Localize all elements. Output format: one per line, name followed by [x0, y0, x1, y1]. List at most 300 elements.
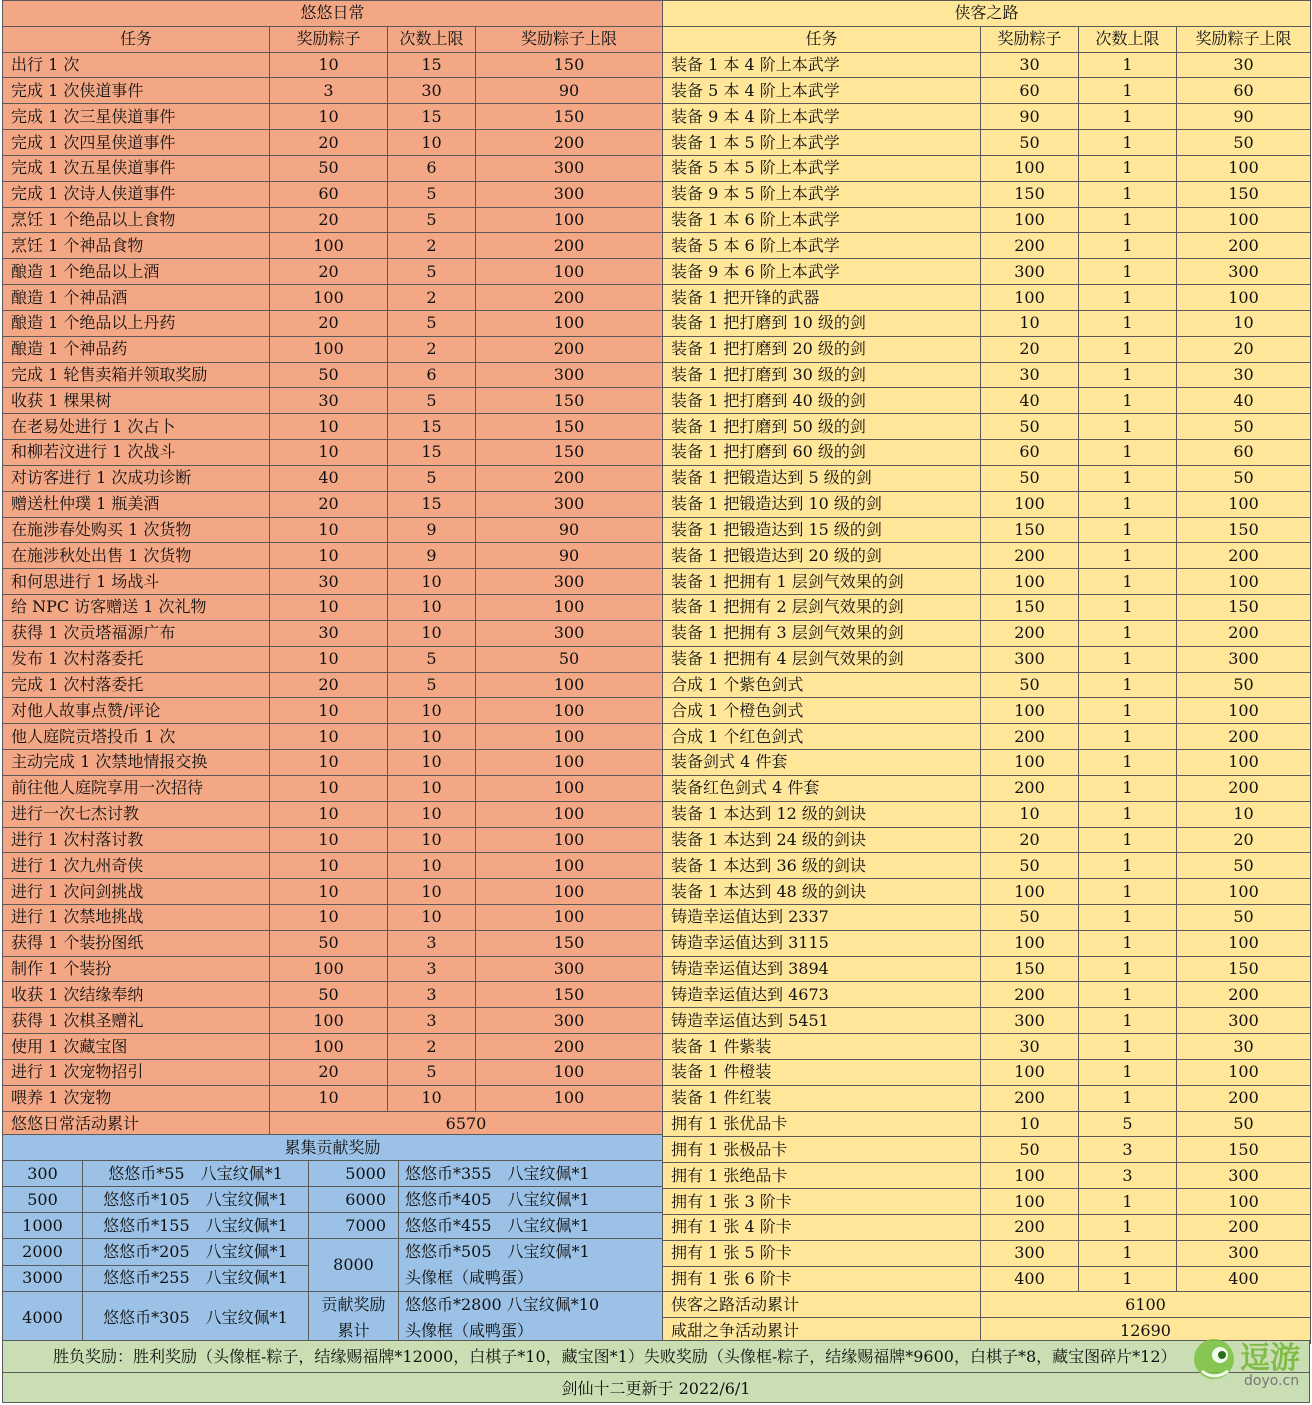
reward-total-label	[309, 1292, 399, 1345]
reward-row	[3, 1292, 663, 1345]
task-name: 制作 1 个装扮	[3, 956, 270, 982]
task-reward-cap: 50	[1177, 853, 1311, 879]
task-name: 给 NPC 访客赠送 1 次礼物	[3, 595, 270, 621]
table-row	[3, 1059, 663, 1085]
table-row	[663, 1163, 1311, 1189]
task-limit: 15	[388, 52, 476, 78]
table-row	[3, 1085, 663, 1111]
task-reward: 10	[981, 310, 1079, 336]
table-row	[3, 336, 663, 362]
table-row	[3, 801, 663, 827]
table-row	[663, 1059, 1311, 1085]
task-reward: 10	[270, 104, 388, 130]
daily-task-table	[2, 0, 663, 1137]
task-reward-cap: 150	[1177, 595, 1311, 621]
task-reward: 100	[981, 569, 1079, 595]
task-reward-cap: 100	[476, 750, 663, 776]
reward-items: 悠悠币*155 八宝纹佩*1	[83, 1213, 309, 1239]
task-name: 铸造幸运值达到 3894	[663, 956, 981, 982]
task-reward-cap: 90	[476, 78, 663, 104]
header-reward: 奖励粽子	[981, 26, 1079, 52]
task-name: 拥有 1 张 3 阶卡	[663, 1189, 981, 1215]
task-limit: 10	[388, 827, 476, 853]
task-reward: 20	[270, 1059, 388, 1085]
reward-items: 悠悠币*405 八宝纹佩*1	[399, 1187, 663, 1213]
task-name: 合成 1 个红色剑式	[663, 724, 981, 750]
task-name: 铸造幸运值达到 3115	[663, 930, 981, 956]
task-limit: 1	[1079, 1085, 1177, 1111]
task-reward: 10	[270, 827, 388, 853]
header-limit: 次数上限	[1079, 26, 1177, 52]
task-reward-cap: 150	[1177, 956, 1311, 982]
outcome-reward-bar	[2, 1340, 1310, 1373]
table-row	[3, 698, 663, 724]
table-row	[3, 181, 663, 207]
table-row	[663, 982, 1311, 1008]
table-row	[3, 827, 663, 853]
task-reward: 40	[270, 465, 388, 491]
task-reward: 10	[270, 801, 388, 827]
table-row	[663, 310, 1311, 336]
task-name: 装备 1 把打磨到 20 级的剑	[663, 336, 981, 362]
task-limit: 1	[1079, 1008, 1177, 1034]
task-reward: 20	[270, 672, 388, 698]
task-reward: 10	[270, 853, 388, 879]
task-reward: 10	[270, 414, 388, 440]
table-row	[3, 569, 663, 595]
task-name: 完成 1 次三星侠道事件	[3, 104, 270, 130]
table-row	[663, 78, 1311, 104]
reward-threshold: 8000	[309, 1239, 399, 1292]
task-name: 出行 1 次	[3, 52, 270, 78]
task-name: 在施涉春处购买 1 次货物	[3, 517, 270, 543]
footer-bar	[2, 1372, 1310, 1403]
task-name: 装备 1 把拥有 2 层剑气效果的剑	[663, 595, 981, 621]
task-reward-cap: 30	[1177, 362, 1311, 388]
table-row	[3, 724, 663, 750]
table-row	[3, 879, 663, 905]
task-limit: 1	[1079, 388, 1177, 414]
task-reward: 100	[981, 879, 1079, 905]
task-reward-cap: 200	[1177, 724, 1311, 750]
task-name: 对访客进行 1 次成功诊断	[3, 465, 270, 491]
update-note: 剑仙十二更新于 2022/6/1	[561, 1379, 751, 1398]
reward-threshold: 500	[3, 1187, 83, 1213]
table-row	[663, 388, 1311, 414]
task-reward-cap: 200	[1177, 982, 1311, 1008]
task-limit: 3	[388, 930, 476, 956]
task-limit: 10	[388, 750, 476, 776]
task-name: 烹饪 1 个神品食物	[3, 233, 270, 259]
task-reward: 20	[270, 310, 388, 336]
task-limit: 5	[388, 1059, 476, 1085]
xiake-header-row	[663, 26, 1311, 52]
outcome-reward-text: 胜负奖励：胜利奖励（头像框-粽子，结缘赐福牌*12000，白棋子*10，藏宝图*1）失败奖励（头像框-粽子，结缘赐福牌*9600，白棋子*8，藏宝图碎片*12）	[53, 1347, 1177, 1366]
task-limit: 1	[1079, 1214, 1177, 1240]
task-name: 装备 1 本 5 阶上本武学	[663, 130, 981, 156]
task-name: 装备 9 本 6 阶上本武学	[663, 259, 981, 285]
task-name: 装备 1 把打磨到 50 级的剑	[663, 414, 981, 440]
task-name: 完成 1 轮售卖箱并领取奖励	[3, 362, 270, 388]
task-reward: 150	[981, 956, 1079, 982]
task-name: 进行 1 次禁地挑战	[3, 904, 270, 930]
task-reward: 60	[981, 440, 1079, 466]
task-limit: 1	[1079, 465, 1177, 491]
task-reward-cap: 200	[1177, 775, 1311, 801]
table-row	[663, 1266, 1311, 1292]
task-reward: 150	[981, 595, 1079, 621]
task-reward-cap: 100	[1177, 491, 1311, 517]
task-reward-cap: 300	[476, 1008, 663, 1034]
table-row	[663, 1085, 1311, 1111]
task-reward-cap: 400	[1177, 1266, 1311, 1292]
reward-row	[3, 1161, 663, 1187]
task-limit: 15	[388, 104, 476, 130]
task-name: 主动完成 1 次禁地情报交换	[3, 750, 270, 776]
table-row	[3, 956, 663, 982]
task-reward-cap: 100	[476, 259, 663, 285]
task-reward-cap: 100	[1177, 930, 1311, 956]
reward-items	[399, 1292, 663, 1345]
task-name: 装备 9 本 5 阶上本武学	[663, 181, 981, 207]
task-name: 装备 1 本 4 阶上本武学	[663, 52, 981, 78]
task-name: 装备 1 本达到 12 级的剑诀	[663, 801, 981, 827]
task-limit: 1	[1079, 750, 1177, 776]
task-reward-cap: 60	[1177, 78, 1311, 104]
task-reward-cap: 150	[1177, 181, 1311, 207]
task-name: 装备 1 把锻造达到 20 级的剑	[663, 543, 981, 569]
contribution-reward-table	[2, 1134, 663, 1345]
table-row	[663, 207, 1311, 233]
task-name: 他人庭院贡塔投币 1 次	[3, 724, 270, 750]
header-reward: 奖励粽子	[270, 26, 388, 52]
task-name: 拥有 1 张绝品卡	[663, 1163, 981, 1189]
table-row	[663, 1111, 1311, 1137]
table-row	[3, 517, 663, 543]
task-limit: 5	[388, 465, 476, 491]
task-limit: 3	[1079, 1137, 1177, 1163]
xiake-task-table	[662, 0, 1311, 1344]
task-limit: 10	[388, 724, 476, 750]
task-limit: 1	[1079, 879, 1177, 905]
task-reward-cap: 200	[476, 336, 663, 362]
total-value: 12690	[981, 1318, 1311, 1344]
task-reward: 30	[981, 362, 1079, 388]
reward-threshold: 2000	[3, 1239, 83, 1266]
task-limit: 2	[388, 233, 476, 259]
task-name: 获得 1 次贡塔福源广布	[3, 620, 270, 646]
task-reward: 200	[981, 620, 1079, 646]
task-reward-cap: 30	[1177, 1034, 1311, 1060]
task-reward-cap: 50	[1177, 465, 1311, 491]
header-reward-cap: 奖励粽子上限	[476, 26, 663, 52]
task-limit: 5	[1079, 1111, 1177, 1137]
task-name: 酿造 1 个绝品以上酒	[3, 259, 270, 285]
reward-total-label-line: 贡献奖励	[321, 1295, 386, 1314]
task-name: 装备 1 把打磨到 10 级的剑	[663, 310, 981, 336]
task-reward: 100	[981, 207, 1079, 233]
task-reward-cap: 50	[1177, 672, 1311, 698]
task-reward: 50	[270, 362, 388, 388]
task-limit: 1	[1079, 775, 1177, 801]
task-name: 装备 1 把打磨到 60 级的剑	[663, 440, 981, 466]
task-name: 收获 1 棵果树	[3, 388, 270, 414]
task-limit: 1	[1079, 1240, 1177, 1266]
task-limit: 5	[388, 388, 476, 414]
task-reward: 100	[981, 1059, 1079, 1085]
task-limit: 3	[388, 956, 476, 982]
task-name: 装备 1 本达到 24 级的剑诀	[663, 827, 981, 853]
task-name: 赠送杜仲璞 1 瓶美酒	[3, 491, 270, 517]
table-row	[3, 285, 663, 311]
task-limit: 1	[1079, 259, 1177, 285]
task-limit: 10	[388, 853, 476, 879]
reward-threshold: 4000	[3, 1292, 83, 1345]
table-row	[663, 646, 1311, 672]
task-name: 合成 1 个橙色剑式	[663, 698, 981, 724]
task-reward-cap: 150	[476, 440, 663, 466]
table-row	[663, 259, 1311, 285]
task-limit: 30	[388, 78, 476, 104]
task-name: 装备 5 本 4 阶上本武学	[663, 78, 981, 104]
task-limit: 5	[388, 646, 476, 672]
header-limit: 次数上限	[388, 26, 476, 52]
task-reward: 30	[270, 388, 388, 414]
total-value: 6570	[270, 1111, 663, 1137]
task-reward-cap: 100	[476, 904, 663, 930]
task-name: 装备 1 把锻造达到 10 级的剑	[663, 491, 981, 517]
task-limit: 1	[1079, 336, 1177, 362]
table-row	[663, 904, 1311, 930]
task-name: 进行 1 次九州奇侠	[3, 853, 270, 879]
table-row	[3, 620, 663, 646]
reward-items: 悠悠币*205 八宝纹佩*1	[83, 1239, 309, 1266]
task-reward-cap: 20	[1177, 336, 1311, 362]
task-reward: 20	[981, 336, 1079, 362]
task-reward: 400	[981, 1266, 1079, 1292]
task-name: 酿造 1 个神品酒	[3, 285, 270, 311]
task-reward: 200	[981, 982, 1079, 1008]
task-reward: 10	[270, 1085, 388, 1111]
task-reward-cap: 300	[1177, 1008, 1311, 1034]
table-row	[663, 620, 1311, 646]
header-task: 任务	[663, 26, 981, 52]
task-limit: 1	[1079, 930, 1177, 956]
task-limit: 1	[1079, 827, 1177, 853]
task-limit: 1	[1079, 440, 1177, 466]
task-reward: 20	[981, 827, 1079, 853]
task-name: 装备 1 把锻造达到 15 级的剑	[663, 517, 981, 543]
task-name: 装备 1 本 6 阶上本武学	[663, 207, 981, 233]
task-reward-cap: 20	[1177, 827, 1311, 853]
task-limit: 5	[388, 181, 476, 207]
task-reward: 150	[981, 181, 1079, 207]
daily-header-row	[3, 26, 663, 52]
table-row	[3, 465, 663, 491]
table-row	[663, 775, 1311, 801]
task-reward: 30	[981, 52, 1079, 78]
task-name: 装备 1 本达到 48 级的剑诀	[663, 879, 981, 905]
reward-items-line: 头像框（咸鸭蛋）	[405, 1321, 534, 1340]
task-reward-cap: 300	[476, 956, 663, 982]
task-reward-cap: 10	[1177, 801, 1311, 827]
task-reward: 10	[981, 1111, 1079, 1137]
task-name: 拥有 1 张 5 阶卡	[663, 1240, 981, 1266]
task-reward: 10	[270, 879, 388, 905]
task-name: 拥有 1 张 4 阶卡	[663, 1214, 981, 1240]
task-name: 装备 1 把拥有 1 层剑气效果的剑	[663, 569, 981, 595]
task-reward-cap: 100	[1177, 879, 1311, 905]
task-limit: 10	[388, 775, 476, 801]
task-limit: 2	[388, 1034, 476, 1060]
task-name: 装备 1 把开锋的武器	[663, 285, 981, 311]
table-row	[3, 233, 663, 259]
reward-row	[3, 1239, 663, 1266]
task-reward: 20	[270, 259, 388, 285]
task-name: 拥有 1 张 6 阶卡	[663, 1266, 981, 1292]
task-reward-cap: 300	[476, 620, 663, 646]
task-limit: 10	[388, 698, 476, 724]
task-limit: 1	[1079, 181, 1177, 207]
reward-items: 悠悠币*455 八宝纹佩*1	[399, 1213, 663, 1239]
total-value: 6100	[981, 1292, 1311, 1318]
table-row	[3, 775, 663, 801]
task-reward: 20	[270, 207, 388, 233]
task-limit: 1	[1079, 620, 1177, 646]
task-name: 和柳若汶进行 1 次战斗	[3, 440, 270, 466]
task-limit: 3	[388, 1008, 476, 1034]
task-reward: 50	[981, 465, 1079, 491]
task-reward-cap: 200	[476, 465, 663, 491]
task-reward-cap: 150	[1177, 517, 1311, 543]
task-limit: 1	[1079, 310, 1177, 336]
task-name: 喂养 1 次宠物	[3, 1085, 270, 1111]
task-name: 获得 1 次棋圣赠礼	[3, 1008, 270, 1034]
table-row	[663, 233, 1311, 259]
task-name: 装备 9 本 4 阶上本武学	[663, 104, 981, 130]
table-row	[663, 285, 1311, 311]
watermark-site: doyo.cn	[1244, 1373, 1300, 1389]
task-reward: 60	[981, 78, 1079, 104]
task-limit: 1	[1079, 569, 1177, 595]
task-reward: 100	[270, 336, 388, 362]
task-limit: 1	[1079, 1034, 1177, 1060]
task-limit: 1	[1079, 698, 1177, 724]
reward-row	[3, 1213, 663, 1239]
table-row	[663, 543, 1311, 569]
task-reward-cap: 150	[476, 414, 663, 440]
task-limit: 15	[388, 414, 476, 440]
task-limit: 3	[1079, 1163, 1177, 1189]
task-limit: 5	[388, 672, 476, 698]
task-name: 装备 1 本达到 36 级的剑诀	[663, 853, 981, 879]
task-reward-cap: 100	[476, 775, 663, 801]
task-reward: 10	[270, 543, 388, 569]
task-reward: 30	[981, 1034, 1079, 1060]
task-name: 获得 1 个装扮图纸	[3, 930, 270, 956]
table-row	[663, 750, 1311, 776]
task-name: 装备红色剑式 4 件套	[663, 775, 981, 801]
task-reward-cap: 150	[476, 982, 663, 1008]
table-row	[663, 1137, 1311, 1163]
task-limit: 1	[1079, 982, 1177, 1008]
total-label: 悠悠日常活动累计	[3, 1111, 270, 1137]
task-name: 进行 1 次村落讨教	[3, 827, 270, 853]
task-reward: 200	[981, 1085, 1079, 1111]
table-row	[3, 440, 663, 466]
table-row	[3, 310, 663, 336]
task-reward-cap: 300	[476, 491, 663, 517]
task-reward-cap: 50	[1177, 414, 1311, 440]
task-name: 对他人故事点赞/评论	[3, 698, 270, 724]
task-limit: 15	[388, 440, 476, 466]
table-row	[3, 52, 663, 78]
task-name: 装备 5 本 5 阶上本武学	[663, 155, 981, 181]
task-reward-cap: 40	[1177, 388, 1311, 414]
task-limit: 9	[388, 517, 476, 543]
table-row	[3, 1008, 663, 1034]
task-name: 前往他人庭院享用一次招待	[3, 775, 270, 801]
table-row	[663, 698, 1311, 724]
task-reward-cap: 150	[476, 388, 663, 414]
table-row	[3, 207, 663, 233]
task-reward: 30	[270, 569, 388, 595]
table-row	[663, 104, 1311, 130]
task-limit: 3	[388, 982, 476, 1008]
table-row	[3, 904, 663, 930]
task-reward: 50	[981, 853, 1079, 879]
table-row	[3, 155, 663, 181]
task-limit: 1	[1079, 414, 1177, 440]
task-name: 装备 5 本 6 阶上本武学	[663, 233, 981, 259]
task-limit: 1	[1079, 853, 1177, 879]
task-reward-cap: 200	[1177, 543, 1311, 569]
task-reward: 50	[270, 982, 388, 1008]
task-reward: 3	[270, 78, 388, 104]
task-limit: 5	[388, 259, 476, 285]
task-limit: 1	[1079, 233, 1177, 259]
table-row	[663, 491, 1311, 517]
task-limit: 1	[1079, 78, 1177, 104]
table-row	[663, 801, 1311, 827]
task-reward: 100	[981, 750, 1079, 776]
total-row	[663, 1292, 1311, 1318]
reward-items	[399, 1239, 663, 1292]
table-row	[3, 853, 663, 879]
header-reward-cap: 奖励粽子上限	[1177, 26, 1311, 52]
table-row	[663, 930, 1311, 956]
table-row	[663, 1214, 1311, 1240]
reward-threshold: 1000	[3, 1213, 83, 1239]
task-reward: 100	[270, 285, 388, 311]
task-reward: 90	[981, 104, 1079, 130]
task-reward-cap: 100	[476, 310, 663, 336]
table-row	[663, 414, 1311, 440]
table-row	[663, 336, 1311, 362]
table-row	[3, 259, 663, 285]
task-reward: 100	[981, 491, 1079, 517]
task-reward-cap: 200	[1177, 1085, 1311, 1111]
contribution-title: 累集贡献奖励	[3, 1135, 663, 1161]
task-reward: 100	[981, 285, 1079, 311]
task-reward-cap: 100	[476, 672, 663, 698]
watermark-brand: 逗游	[1240, 1341, 1300, 1376]
task-reward: 20	[270, 130, 388, 156]
task-reward-cap: 200	[476, 1034, 663, 1060]
table-row	[663, 155, 1311, 181]
task-limit: 1	[1079, 646, 1177, 672]
table-row	[3, 930, 663, 956]
